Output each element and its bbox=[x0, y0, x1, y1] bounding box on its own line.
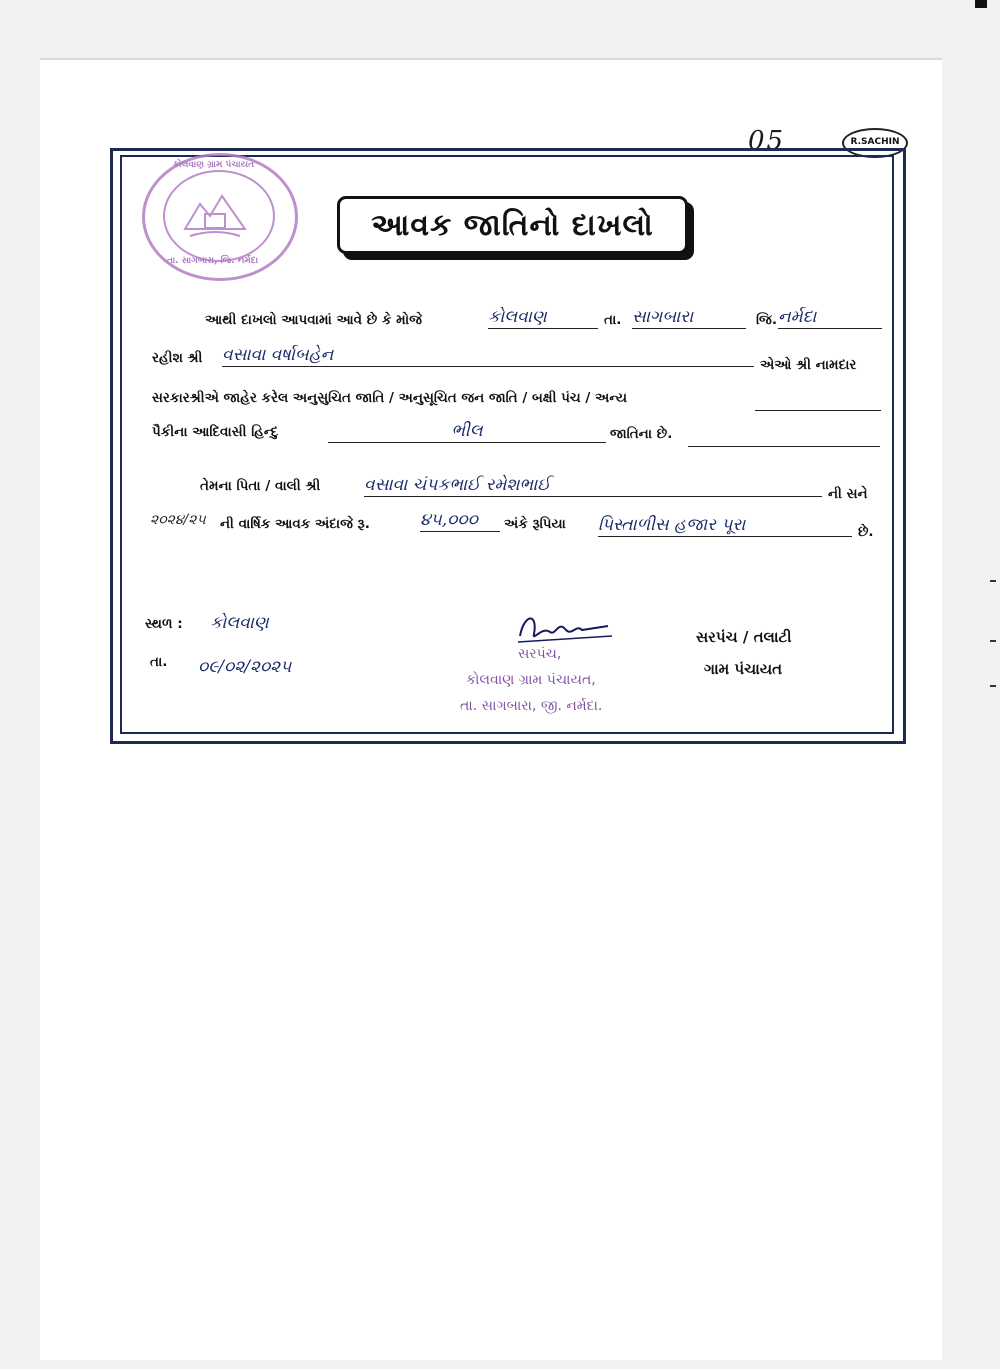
taluka-label: તા. bbox=[604, 312, 622, 328]
father-label: તેમના પિતા / વાલી શ્રી bbox=[200, 478, 321, 494]
sentence-end: છે. bbox=[858, 524, 874, 540]
year-field: ૨૦૨૪/૨૫ bbox=[150, 512, 206, 528]
honorific-text: એઓ શ્રી નામદાર bbox=[760, 357, 857, 373]
scan-edge-tick bbox=[990, 640, 996, 642]
income-words-field: પિસ્તાળીસ હજાર પૂરા bbox=[598, 514, 852, 537]
scan-edge-tick bbox=[990, 580, 996, 582]
caste-suffix: જાતિના છે. bbox=[610, 426, 673, 442]
seal-top-text: કોલવાણ ગ્રામ પંચાયત bbox=[173, 160, 255, 170]
printer-brand-badge: R.SACHIN bbox=[842, 128, 908, 158]
words-label: અંકે રૂપિયા bbox=[504, 516, 566, 532]
panchayat-seal bbox=[142, 153, 298, 281]
date-field: ૦૯/૦૨/૨૦૨૫ bbox=[198, 657, 292, 677]
village-field: કોલવાણ bbox=[488, 306, 598, 329]
handwritten-signature bbox=[512, 606, 622, 650]
resident-label: રહીશ શ્રી bbox=[152, 350, 203, 366]
gram-panchayat-label: ગામ પંચાયત bbox=[704, 660, 783, 678]
certificate-title-box bbox=[337, 196, 688, 254]
category-text: સરકારશ્રીએ જાહેર કરેલ અનુસુચિત જાતિ / અનુસૂચિત જન જાતિ / બક્ષી પંચ / અન્ય bbox=[152, 390, 628, 406]
signatory-title: સરપંચ, bbox=[518, 646, 562, 662]
tribal-hindu-label: પૈકીના આદિવાસી હિન્દુ bbox=[152, 424, 279, 440]
district-field: નર્મદા bbox=[778, 306, 882, 329]
seal-bottom-text: તા. સાગબારા, જિ. નર્મદા bbox=[167, 256, 259, 266]
caste-field: ભીલ bbox=[328, 420, 606, 443]
intro-text: આથી દાખલો આપવામાં આવે છે કે મોજે bbox=[205, 312, 422, 328]
serial-number: 05 bbox=[748, 126, 786, 156]
scan-corner-mark bbox=[975, 0, 987, 8]
signatory-panchayat: કોલવાણ ગ્રામ પંચાયત, bbox=[466, 672, 596, 688]
income-amount-field: ૪૫,૦૦૦ bbox=[420, 509, 500, 532]
other-category-field bbox=[755, 388, 881, 411]
taluka-field: સાગબારા bbox=[632, 306, 746, 329]
caste-blank-line bbox=[688, 424, 880, 447]
resident-name-field: વસાવા વર્ષાબહેન bbox=[222, 344, 754, 367]
place-field: કોલવાણ bbox=[210, 613, 269, 633]
income-label: ની વાર્ષિક આવક અંદાજે રૂ. bbox=[220, 516, 370, 532]
year-suffix: ની સને bbox=[828, 486, 868, 502]
seal-emblem-icon bbox=[180, 184, 250, 244]
certificate-title: આવક જાતિનો દાખલો bbox=[371, 207, 654, 243]
place-label: સ્થળ : bbox=[145, 616, 183, 632]
father-name-field: વસાવા ચંપકભાઈ રમેશભાઈ bbox=[364, 474, 822, 497]
sarpanch-talati-label: સરપંચ / તલાટી bbox=[696, 628, 792, 646]
scan-edge-tick bbox=[990, 685, 996, 687]
date-label: તા. bbox=[150, 654, 168, 670]
signatory-address: તા. સાગબારા, જી. નર્મદા. bbox=[460, 698, 603, 714]
district-label: જિ. bbox=[756, 312, 777, 328]
